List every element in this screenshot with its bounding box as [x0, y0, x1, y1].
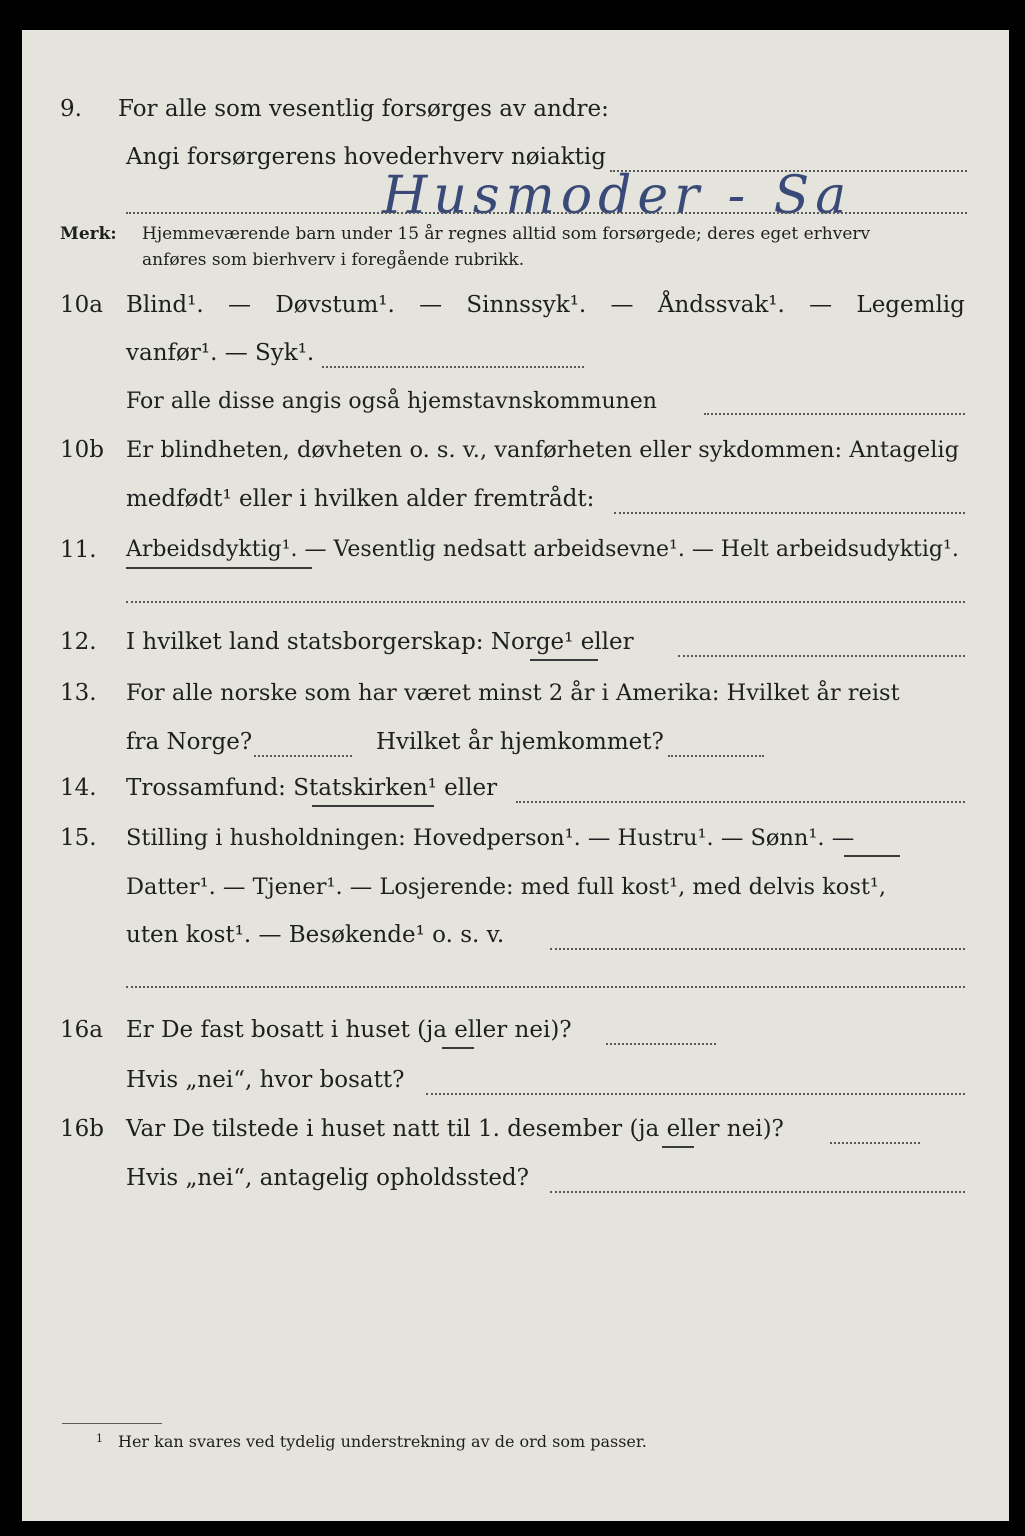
question-15	[22, 821, 1009, 861]
question-text: vanfør¹. — Syk¹.	[126, 340, 315, 366]
answer-underline	[662, 1146, 694, 1148]
answer-line	[426, 1093, 965, 1095]
question-text: Er De fast bosatt i huset (ja eller nei)?	[126, 1017, 572, 1043]
question-10a-line2	[22, 336, 1009, 376]
question-number: 11.	[60, 537, 97, 563]
question-16a	[22, 1013, 1009, 1053]
answer-line	[606, 1043, 716, 1045]
question-number: 14.	[60, 775, 97, 801]
answer-line	[678, 655, 965, 657]
answer-line	[516, 801, 965, 803]
answer-underline	[844, 855, 900, 857]
question-16b	[22, 1112, 1009, 1152]
note-text: Hjemmeværende barn under 15 år regnes alltid som forsørgede; deres eget erhverv	[142, 224, 871, 244]
answer-line	[254, 755, 352, 757]
question-13-line2	[22, 725, 1009, 765]
note-text: anføres som bierhverv i foregående rubrikk.	[142, 250, 525, 270]
question-15-line3	[22, 918, 1009, 958]
question-text: Stilling i husholdningen: Hovedperson¹. — Hustru¹. — Sønn¹. —	[126, 825, 855, 851]
answer-line	[126, 212, 967, 214]
question-10b-line2	[22, 482, 1009, 522]
handwritten-answer: Husmoder - Sa	[382, 166, 853, 226]
answer-line	[614, 512, 965, 514]
question-number: 16a	[60, 1017, 103, 1043]
question-text: Hvis „nei“, antagelig opholdssted?	[126, 1165, 529, 1191]
question-text	[126, 292, 965, 318]
question-text: For alle disse angis også hjemstavnskommunen	[126, 389, 657, 414]
option-legemlig: Legemlig	[856, 292, 965, 318]
footnote-text: Her kan svares ved tydelig understrekning av de ord som passer.	[118, 1432, 647, 1451]
answer-underline	[312, 805, 434, 807]
question-number: 15.	[60, 825, 97, 851]
census-form-page	[22, 30, 1009, 1521]
note-label: Merk:	[60, 224, 117, 244]
question-16a-line2	[22, 1063, 1009, 1103]
answer-line	[668, 755, 764, 757]
answer-line	[830, 1142, 920, 1144]
answer-line	[704, 413, 965, 415]
answer-line	[550, 948, 965, 950]
footnote	[22, 1430, 1009, 1454]
question-number: 9.	[60, 96, 82, 122]
answer-line	[550, 1191, 965, 1193]
question-number: 10b	[60, 437, 104, 463]
question-text: Er blindheten, døvheten o. s. v., vanførheten eller sykdommen: Antagelig	[126, 437, 959, 463]
question-text: Hvilket år hjemkommet?	[376, 729, 664, 755]
footnote-rule	[62, 1423, 162, 1424]
answer-underline	[530, 659, 598, 661]
question-number: 10a	[60, 292, 103, 318]
question-12	[22, 625, 1009, 665]
option-blind: Blind¹.	[126, 292, 204, 318]
question-11	[22, 533, 1009, 573]
answer-underline	[126, 567, 312, 569]
question-number: 16b	[60, 1116, 104, 1142]
question-text: Hvis „nei“, hvor bosatt?	[126, 1067, 405, 1093]
question-text: Arbeidsdyktig¹. — Vesentlig nedsatt arbeidsevne¹. — Helt arbeidsudyktig¹.	[126, 537, 959, 562]
question-text: medfødt¹ eller i hvilken alder fremtrådt:	[126, 486, 595, 512]
question-text: Datter¹. — Tjener¹. — Losjerende: med full kost¹, med delvis kost¹,	[126, 874, 887, 900]
question-13	[22, 676, 1009, 716]
question-number: 12.	[60, 629, 97, 655]
question-9	[22, 92, 1009, 132]
question-text: fra Norge?	[126, 729, 253, 755]
question-10b	[22, 433, 1009, 473]
option-sinnssyk: Sinnssyk¹.	[466, 292, 587, 318]
question-15-line2	[22, 870, 1009, 910]
question-number: 13.	[60, 680, 97, 706]
question-text: For alle norske som har været minst 2 år i Amerika: Hvilket år reist	[126, 680, 900, 706]
question-14	[22, 771, 1009, 811]
dash: —	[809, 292, 833, 318]
option-andssvak: Åndssvak¹.	[657, 292, 785, 318]
option-dovstum: Døvstum¹.	[275, 292, 395, 318]
question-text: I hvilket land statsborgerskap: Norge¹ eller	[126, 629, 634, 655]
question-text: Var De tilstede i huset natt til 1. desember (ja eller nei)?	[126, 1116, 784, 1142]
question-text: Angi forsørgerens hovederhverv nøiaktig	[126, 144, 606, 170]
answer-line	[322, 366, 584, 368]
dash: —	[610, 292, 634, 318]
question-10a-line3	[22, 385, 1009, 425]
footnote-mark: 1	[96, 1432, 103, 1445]
question-text: Trossamfund: Statskirken¹ eller	[126, 775, 498, 801]
answer-underline	[442, 1047, 474, 1049]
question-text: For alle som vesentlig forsørges av andre:	[118, 96, 609, 122]
note-line2	[22, 248, 1009, 278]
dash: —	[419, 292, 443, 318]
answer-line	[126, 601, 965, 603]
dash: —	[228, 292, 251, 318]
question-16b-line2	[22, 1161, 1009, 1201]
answer-line	[126, 986, 965, 988]
question-text: uten kost¹. — Besøkende¹ o. s. v.	[126, 922, 505, 948]
question-10a	[22, 288, 1009, 328]
